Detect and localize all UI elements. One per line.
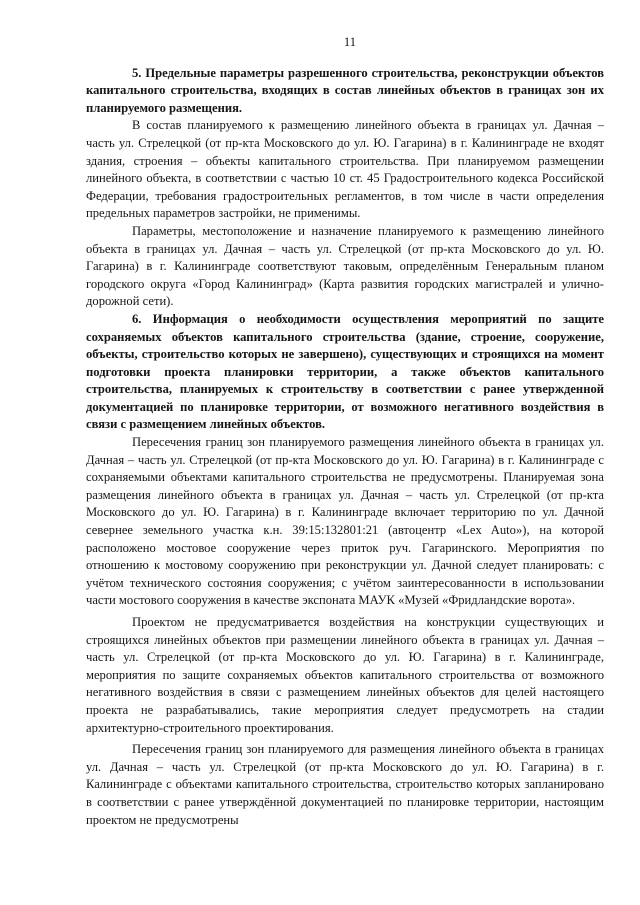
section-6-paragraph-2: Проектом не предусматривается воздействия на конструкции существующих и строящихся линейных объектов при размещении линейного объекта в границах ул. Дачная – часть ул. Стрелецкой (от пр-кта Московского до ул. Ю. Гагарина) в г. Калининграде, мероприятия по защите сохраняемых объектов капитального строительства от возможного негативного воздействия в связи с размещением линейных объектов для целей настоящего проекта не разрабатывались, такие мероприятия следует предусмотреть на стадии архитектурно-строительного проектирования.	[86, 615, 604, 735]
page-number: 11	[343, 35, 357, 49]
section-6-heading: 6. Информация о необходимости осуществления мероприятий по защите сохраняемых объектов капитального строительства (здание, строение, сооружение, объекты, строительство которых не завершено), существующих и строящихся на момент подготовки проекта планировки территории, а также объектов капитального строительства, планируемых к строительству в соответствии с ранее утвержденной документацией по планировке территории, от возможного негативного воздействия в связи с размещением линейных объектов.	[86, 311, 604, 432]
section-6-paragraph-3: Пересечения границ зон планируемого для размещения линейного объекта в границах ул. Дачная – часть ул. Стрелецкой (от пр-кта Московского до ул. Ю. Гагарина) в г. Калининграде с объектами капитального строительства, строительство которых запланировано в соответствии с ранее утверждённой документацией по планировке территории, настоящим проектом не предусмотрены	[86, 742, 604, 827]
section-5-heading: 5. Предельные параметры разрешенного строительства, реконструкции объектов капитального строительства, входящих в состав линейных объектов в границах зон их планируемого размещения.	[86, 65, 604, 115]
section-5-paragraph-2: Параметры, местоположение и назначение планируемого к размещению линейного объекта в границах ул. Дачная – часть ул. Стрелецкой (от пр-кта Московского до ул. Ю. Гагарина) в г. Калининграде соответствуют таковым, определённым Генеральным планом городского округа «Город Калининград» (Карта развития городских магистралей и улично-дорожной сети).	[86, 223, 604, 309]
section-6-paragraph-1: Пересечения границ зон планируемого размещения линейного объекта в границах ул. Дачная – часть ул. Стрелецкой (от пр-кта Московского до ул. Ю. Гагарина) в г. Калининграде с сохраняемыми объектами капитального строительства не предусмотрены. Планируемая зона размещения линейного объекта в границах ул. Дачная – часть ул. Стрелецкой (от пр-кта Московского до ул. Ю. Гагарина) в г. Калининграде включает территорию по ул. Дачной севернее земельного участка к.н. 39:15:132801:21 (автоцентр «Lex Auto»), на которой расположено мостовое сооружение через приток руч. Гагаринского. Мероприятия по отношению к мостовому сооружению при реконструкции ул. Дачной следует планировать: с учётом технического состояния сооружения; с учётом заинтересованности в использовании части мостового сооружения в качестве экспоната МАУК «Музей «Фридландские ворота».	[86, 435, 604, 608]
section-5-paragraph-1: В состав планируемого к размещению линейного объекта в границах ул. Дачная – часть ул. Стрелецкой (от пр-кта Московского до ул. Ю. Гагарина) в г. Калининграде не входят здания, строения – объекты капитального строительства. При планируемом размещении линейного объекта, в соответствии с частью 10 ст. 45 Градостроительного кодекса Российской Федерации, требования градостроительных регламентов, в том числе в части определения предельных параметров застройки, не применимы.	[86, 118, 604, 221]
